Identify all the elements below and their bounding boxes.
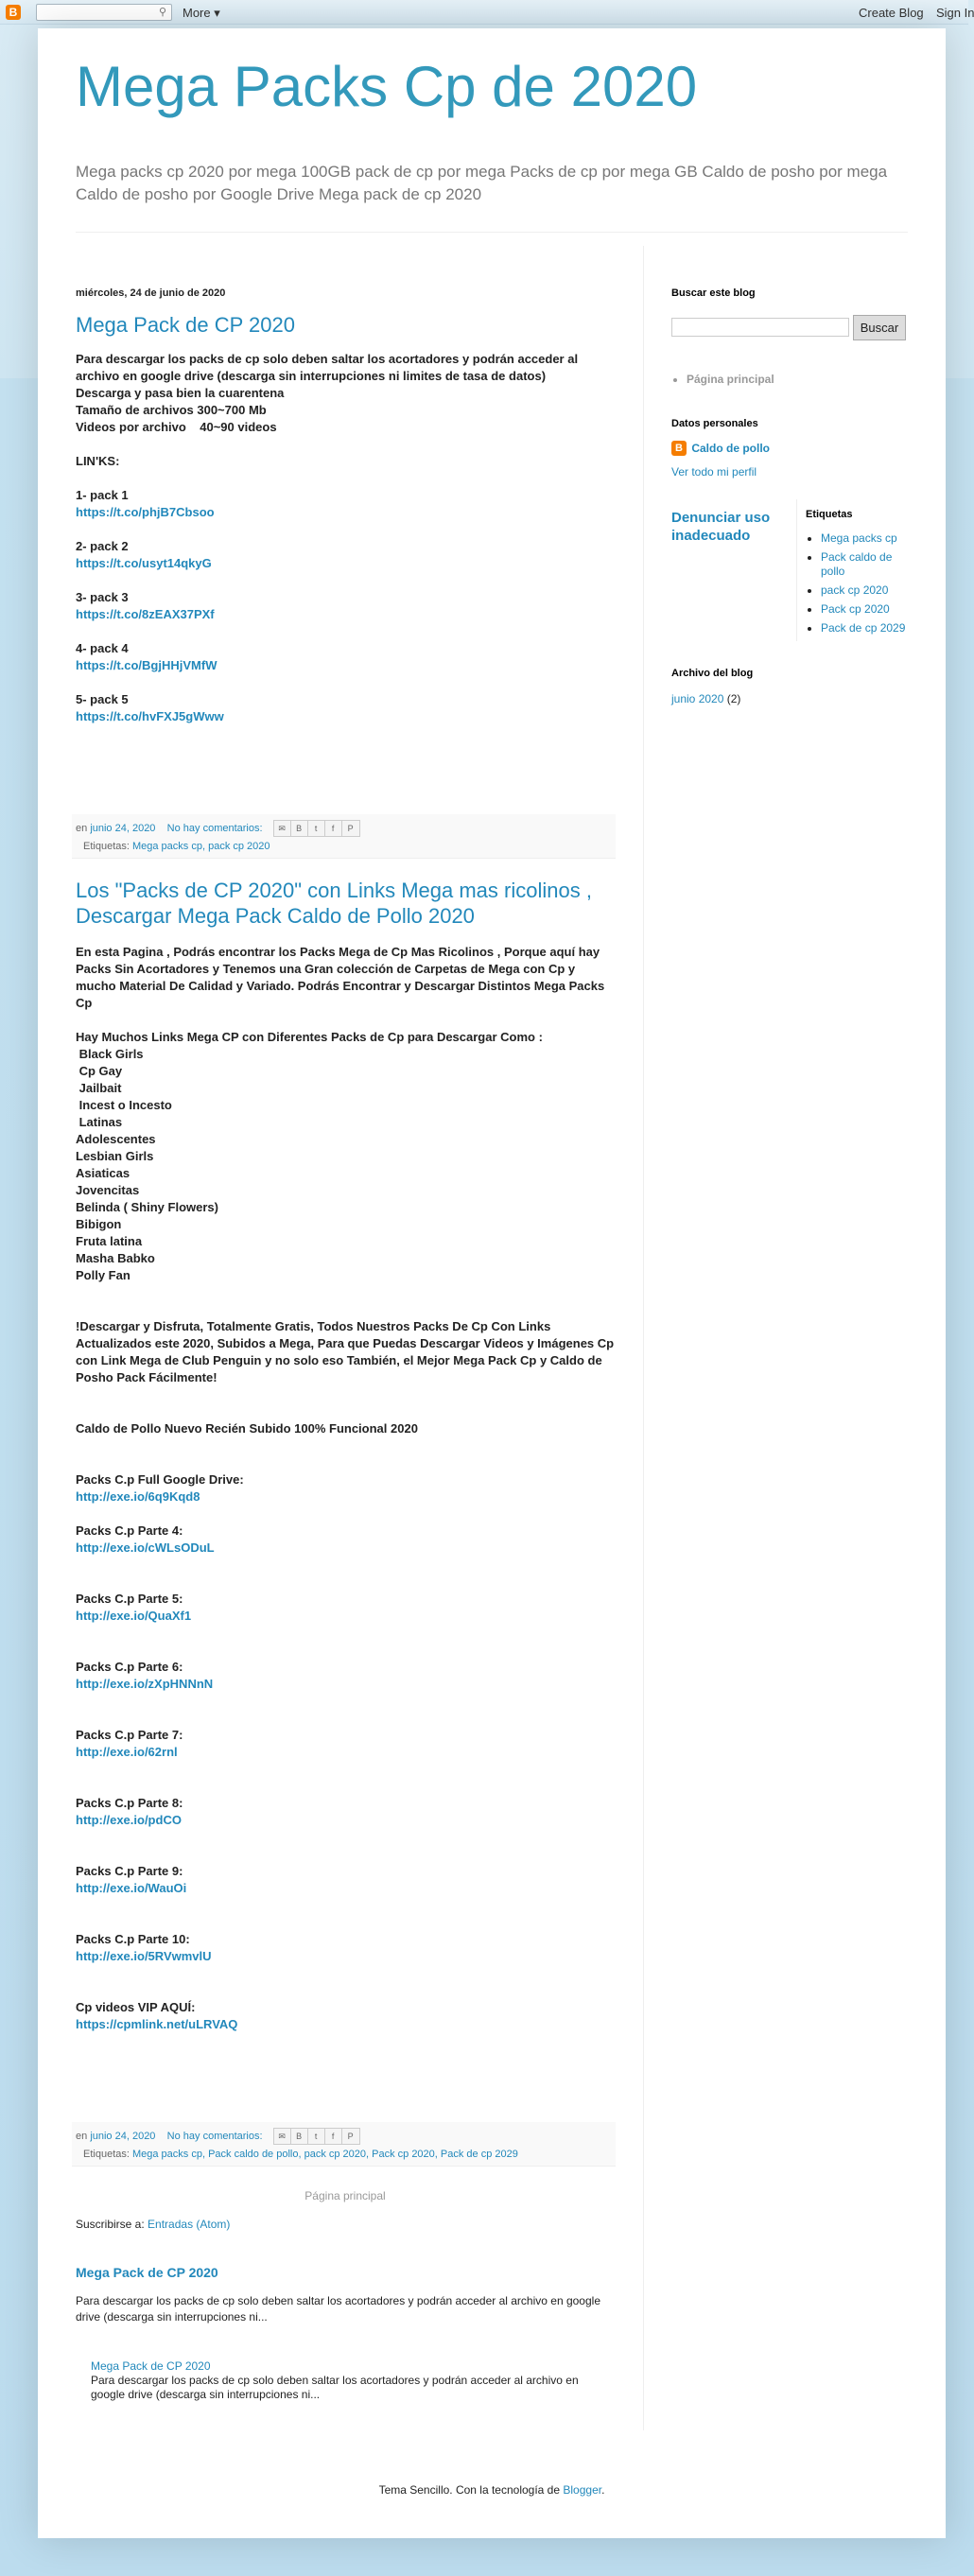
atom-feed-link[interactable]: Entradas (Atom) <box>148 2218 231 2231</box>
feed-prefix: Suscribirse a: <box>76 2218 145 2231</box>
post-body <box>76 351 615 725</box>
links-heading: LIN'KS: <box>76 454 120 468</box>
archive-month-link[interactable]: junio 2020 <box>671 692 724 705</box>
link-label: Packs C.p Parte 5: <box>76 1592 183 1606</box>
download-link[interactable]: https://t.co/hvFXJ5gWww <box>76 709 224 723</box>
post-labels[interactable]: Mega packs cp, Pack caldo de pollo, pack cp 2020, Pack cp 2020, Pack de cp 2029 <box>131 2149 518 2160</box>
post-text: En esta Pagina , Podrás encontrar los Packs Mega de Cp Mas Ricolinos , Porque aquí hay Packs Sin Acortadores y Tenemos una Gran colección de Carpetas de Mega con Cp y mucho Material De Calidad y Variado. Podrás Encontrar y Descargar Distintos Mega Packs Cp <box>76 945 605 1010</box>
label-item[interactable]: • Pack cp 2020 <box>821 602 910 617</box>
comments-link[interactable]: No hay comentarios: <box>166 2130 263 2142</box>
header-divider <box>76 232 908 233</box>
download-link[interactable]: http://exe.io/zXpHNNnN <box>76 1677 214 1691</box>
category-item: Masha Babko <box>76 1251 155 1265</box>
search-icon[interactable]: ⚲ <box>158 7 167 18</box>
category-item: Lesbian Girls <box>76 1149 154 1163</box>
comments-link[interactable]: No hay comentarios: <box>166 822 263 834</box>
blogger-logo-icon[interactable]: B <box>6 5 21 20</box>
category-item: Black Girls <box>76 1047 144 1061</box>
blog-description: Mega packs cp 2020 por mega 100GB pack de cp por mega Packs de cp por mega GB Caldo de posho por mega Caldo de posho por Google Drive Mega pack de cp 2020 <box>76 163 888 203</box>
feed-links <box>76 2218 615 2231</box>
content-outer <box>38 28 946 2538</box>
facebook-icon[interactable]: f <box>325 2129 342 2144</box>
archive-heading: Archivo del blog <box>671 668 754 679</box>
label-item[interactable]: • pack cp 2020 <box>821 583 910 598</box>
labels-widget <box>806 509 910 640</box>
download-link[interactable]: https://t.co/8zEAX37PXf <box>76 607 215 621</box>
link-label: Packs C.p Parte 9: <box>76 1864 183 1878</box>
featured-post-title[interactable]: Mega Pack de CP 2020 <box>76 2265 218 2280</box>
attribution-text: Tema Sencillo. Con la tecnología de <box>378 2483 561 2497</box>
post-title[interactable]: Los "Packs de CP 2020" con Links Mega mas ricolinos , Descargar Mega Pack Caldo de Pollo 2020 <box>76 879 592 928</box>
archive-count: (2) <box>726 692 741 705</box>
link-label: 5- pack 5 <box>76 692 129 706</box>
link-label: 3- pack 3 <box>76 590 129 604</box>
page-link-home[interactable]: • Página principal <box>687 373 908 387</box>
labels-prefix: Etiquetas: <box>83 841 130 852</box>
popular-post <box>76 2359 615 2402</box>
main-column <box>76 255 615 2402</box>
labels-prefix: Etiquetas: <box>83 2149 130 2160</box>
create-blog-link[interactable]: Create Blog <box>859 6 924 20</box>
post-footer <box>72 2122 616 2167</box>
email-icon[interactable]: ✉ <box>274 2129 291 2144</box>
download-link[interactable]: http://exe.io/6q9Kqd8 <box>76 1489 200 1504</box>
post-body <box>76 944 615 2033</box>
label-item[interactable]: • Pack de cp 2029 <box>821 621 910 635</box>
more-menu-button[interactable]: More ▾ <box>183 6 220 20</box>
attribution <box>38 2483 946 2497</box>
labels-heading: Etiquetas <box>806 509 853 520</box>
navbar-search-input[interactable] <box>36 4 172 21</box>
search-heading: Buscar este blog <box>671 287 756 299</box>
download-link[interactable]: http://exe.io/pdCO <box>76 1813 182 1827</box>
profile-name-link[interactable]: Caldo de pollo <box>691 442 771 455</box>
category-item: Adolescentes <box>76 1132 156 1146</box>
profile-heading: Datos personales <box>671 418 758 429</box>
post-text: Tamaño de archivos 300~700 Mb <box>76 403 267 417</box>
link-label: Cp videos VIP AQUÍ: <box>76 2000 196 2014</box>
sign-in-link[interactable]: Sign In <box>936 6 974 20</box>
download-link[interactable]: http://exe.io/WauOi <box>76 1881 187 1895</box>
facebook-icon[interactable]: f <box>325 821 342 836</box>
twitter-icon[interactable]: t <box>308 2129 325 2144</box>
post-labels[interactable]: Mega packs cp, pack cp 2020 <box>131 841 270 852</box>
blog-pager <box>76 2189 615 2202</box>
download-link[interactable]: https://t.co/phjB7Cbsoo <box>76 505 215 519</box>
link-label: 2- pack 2 <box>76 539 129 553</box>
download-link[interactable]: http://exe.io/5RVwmvlU <box>76 1949 212 1963</box>
post-text: Caldo de Pollo Nuevo Recién Subido 100% Funcional 2020 <box>76 1421 418 1436</box>
home-page-link[interactable]: Página principal <box>304 2189 386 2202</box>
popular-post-title[interactable]: Mega Pack de CP 2020 <box>91 2359 211 2373</box>
download-link[interactable]: http://exe.io/cWLsODuL <box>76 1540 215 1555</box>
link-label: Packs C.p Parte 10: <box>76 1932 190 1946</box>
link-label: Packs C.p Parte 8: <box>76 1796 183 1810</box>
pinterest-icon[interactable]: P <box>342 821 359 836</box>
link-label: Packs C.p Parte 6: <box>76 1660 183 1674</box>
email-icon[interactable]: ✉ <box>274 821 291 836</box>
link-label: 4- pack 4 <box>76 641 129 655</box>
featured-post <box>76 2265 615 2325</box>
blog-search-input[interactable] <box>671 318 849 337</box>
post-footer <box>72 814 616 859</box>
post-text: Hay Muchos Links Mega CP con Diferentes Packs de Cp para Descargar Como : <box>76 1030 543 1044</box>
archive-widget <box>671 692 740 705</box>
download-link[interactable]: http://exe.io/62rnl <box>76 1745 178 1759</box>
download-link[interactable]: http://exe.io/QuaXf1 <box>76 1609 192 1623</box>
label-item[interactable]: • Mega packs cp <box>821 531 910 546</box>
blog-search-button[interactable]: Buscar <box>853 315 906 340</box>
post <box>76 287 615 859</box>
download-link[interactable]: https://t.co/BgjHHjVMfW <box>76 658 217 672</box>
link-label: Packs C.p Parte 7: <box>76 1728 183 1742</box>
blogger-navbar <box>0 0 974 25</box>
column-divider <box>643 246 644 2430</box>
post-text: !Descargar y Disfruta, Totalmente Gratis, Todos Nuestros Packs De Cp Con Links Actualizados este 2020, Subidos a Mega, Para que Puedas Descargar Videos y Imágenes Cp con Link Mega de Club Penguin y no solo eso También, el Mejor Mega Pack Cp y Caldo de Posho Pack Fácilmente! <box>76 1319 615 1384</box>
posted-prefix: en <box>76 2130 88 2142</box>
category-item: Jailbait <box>76 1081 122 1095</box>
blog-title[interactable]: Mega Packs Cp de 2020 <box>76 55 698 118</box>
download-link[interactable]: https://cpmlink.net/uLRVAQ <box>76 2017 238 2031</box>
download-link[interactable]: https://t.co/usyt14qkyG <box>76 556 212 570</box>
link-label: 1- pack 1 <box>76 488 129 502</box>
attribution-suffix: . <box>601 2483 605 2497</box>
post-text: Descarga y pasa bien la cuarentena <box>76 386 285 400</box>
pinterest-icon[interactable]: P <box>342 2129 359 2144</box>
post <box>76 878 615 2167</box>
category-item: Cp Gay <box>76 1064 123 1078</box>
blogthis-icon[interactable]: B <box>291 2129 308 2144</box>
post-title[interactable]: Mega Pack de CP 2020 <box>76 313 295 337</box>
post-timestamp-link[interactable]: junio 24, 2020 <box>90 822 156 834</box>
link-label: Packs C.p Parte 4: <box>76 1523 183 1538</box>
twitter-icon[interactable]: t <box>308 821 325 836</box>
blogger-profile-icon: B <box>671 441 687 456</box>
popular-post-snippet: Para descargar los packs de cp solo deben saltar los acortadores y podrán acceder al archivo en google drive (descarga sin interrupciones ni... <box>91 2374 579 2401</box>
sidebar <box>671 255 908 705</box>
category-item: Asiaticas <box>76 1166 130 1180</box>
label-item[interactable]: • Pack caldo de pollo <box>821 550 910 579</box>
share-buttons <box>273 2128 360 2145</box>
category-item: Incest o Incesto <box>76 1098 172 1112</box>
post-timestamp-link[interactable]: junio 24, 2020 <box>90 2130 156 2142</box>
blogthis-icon[interactable]: B <box>291 821 308 836</box>
category-item: Bibigon <box>76 1217 122 1231</box>
report-abuse-link[interactable]: Denunciar uso inadecuado <box>671 510 771 544</box>
link-label: Packs C.p Full Google Drive: <box>76 1472 244 1487</box>
post-text: Para descargar los packs de cp solo deben saltar los acortadores y podrán acceder al archivo en google drive (descarga sin interrupciones ni limites de tasa de datos) <box>76 352 579 383</box>
category-item: Fruta latina <box>76 1234 143 1248</box>
post-text: Videos por archivo 40~90 videos <box>76 420 277 434</box>
view-profile-link[interactable]: Ver todo mi perfil <box>671 465 757 479</box>
share-buttons <box>273 820 360 837</box>
sidebar-divider <box>796 499 797 641</box>
profile-widget <box>671 441 908 479</box>
category-item: Latinas <box>76 1115 123 1129</box>
category-item: Jovencitas <box>76 1183 140 1197</box>
date-header: miércoles, 24 de junio de 2020 <box>76 287 226 299</box>
posted-prefix: en <box>76 822 88 834</box>
blogger-link[interactable]: Blogger <box>563 2483 602 2497</box>
category-item: Polly Fan <box>76 1268 130 1282</box>
featured-post-snippet: Para descargar los packs de cp solo deben saltar los acortadores y podrán acceder al archivo en google drive (descarga sin interrupciones ni... <box>76 2294 600 2324</box>
category-item: Belinda ( Shiny Flowers) <box>76 1200 218 1214</box>
pages-widget <box>671 373 908 392</box>
